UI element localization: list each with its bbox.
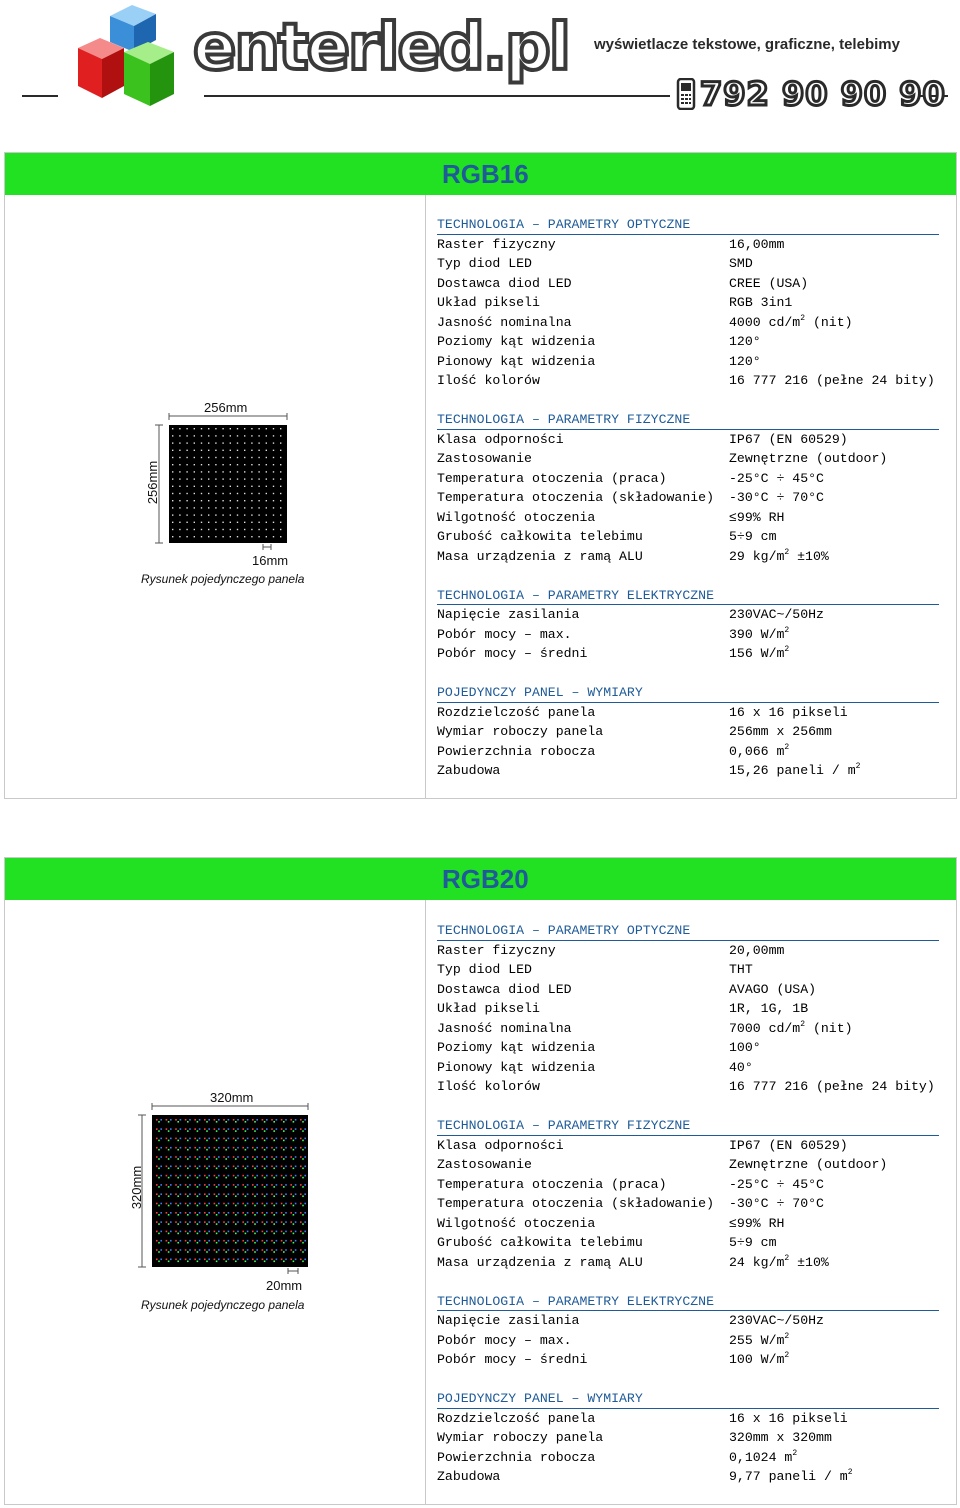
height-dimension-label: 320mm (129, 1165, 145, 1210)
spec-label: Pionowy kąt widzenia (437, 1059, 596, 1075)
spec-value-superscript: 2 (784, 1351, 790, 1360)
spec-value-text: 156 W/m (729, 646, 785, 661)
spec-group-title: TECHNOLOGIA – PARAMETRY OPTYCZNE (437, 921, 939, 941)
spec-value-suffix: (nit) (805, 314, 853, 330)
drawing-caption: Rysunek pojedynczego panela (141, 572, 305, 586)
spec-row (437, 761, 939, 781)
spec-row (437, 1136, 939, 1156)
spec-value (729, 1214, 784, 1234)
spec-value-superscript: 2 (792, 1448, 798, 1458)
mobile-phone-icon (676, 78, 696, 110)
spec-value-text: Zewnętrzne (outdoor) (729, 1157, 888, 1172)
spec-table (437, 921, 939, 1487)
spec-value (729, 1038, 761, 1058)
spec-label: Poziomy kąt widzenia (437, 334, 596, 349)
phone-number: 792 90 90 90 (700, 75, 946, 113)
spec-value-text: -30°C ÷ 70°C (729, 1196, 824, 1211)
spec-row (437, 703, 939, 723)
spec-group-electrical (437, 586, 939, 664)
spec-label: Jasność nominalna (437, 314, 572, 330)
spec-label: Napięcie zasilania (437, 1313, 580, 1328)
spec-value (729, 999, 808, 1019)
spec-label: Grubość całkowita telebimu (437, 1235, 643, 1250)
spec-label: Temperatura otoczenia (składowanie) (437, 490, 714, 505)
spec-row (437, 644, 939, 664)
spec-label: Zabudowa (437, 1469, 501, 1484)
spec-row (437, 1019, 939, 1039)
spec-label: Pobór mocy – max. (437, 626, 572, 642)
spec-group-electrical (437, 1292, 939, 1370)
tagline: wyświetlacze tekstowe, graficzne, telebimy (594, 36, 900, 53)
spec-value-text: 24 kg/m (729, 1254, 785, 1270)
spec-value-text: 320mm x 320mm (729, 1430, 832, 1445)
spec-value (729, 293, 792, 313)
spec-value-text: 7000 cd/m (729, 1020, 801, 1036)
spec-label: Pobór mocy – max. (437, 1332, 572, 1348)
spec-label: Wymiar roboczy panela (437, 724, 604, 739)
width-dimension-label: 320mm (210, 1090, 254, 1105)
spec-value (729, 488, 824, 508)
spec-value-text: 16 777 216 (pełne 24 bity) (729, 373, 935, 388)
spec-value (729, 1467, 853, 1487)
spec-value-superscript: 2 (784, 1253, 790, 1263)
drawing-caption: Rysunek pojedynczego panela (141, 1298, 305, 1312)
spec-row (437, 1409, 939, 1429)
spec-label: Dostawca diod LED (437, 275, 572, 291)
spec-value-text: 5÷9 cm (729, 1235, 777, 1250)
product-band (5, 858, 956, 900)
spec-value (729, 1428, 832, 1448)
spec-value (729, 235, 784, 255)
spec-label: Zabudowa (437, 763, 501, 778)
spec-row (437, 274, 939, 294)
spec-value-text: 256mm x 256mm (729, 724, 832, 739)
spec-value-suffix: ±10% (789, 1254, 829, 1270)
spec-value-superscript: 2 (784, 645, 790, 654)
spec-value-superscript: 2 (800, 1019, 806, 1029)
spec-row (437, 722, 939, 742)
spec-group-title: POJEDYNCZY PANEL – WYMIARY (437, 1389, 939, 1409)
panel-drawing-rgb20 (138, 1103, 314, 1283)
spec-table (437, 215, 939, 781)
spec-value (729, 508, 784, 528)
spec-value (729, 1350, 789, 1370)
spec-value-text: ≤99% RH (729, 1215, 785, 1231)
spec-value (729, 722, 832, 742)
spec-label: Temperatura otoczenia (praca) (437, 470, 667, 486)
spec-value-superscript: 2 (784, 547, 790, 557)
spec-row (437, 1175, 939, 1195)
spec-label: Klasa odporności (437, 1137, 564, 1153)
brand-logo-text: enterled.pl (193, 11, 569, 85)
spec-label: Typ diod LED (437, 256, 532, 271)
column-divider (425, 900, 426, 1504)
spec-value-text: 230VAC~/50Hz (729, 607, 824, 622)
spec-label: Układ pikseli (437, 1001, 540, 1016)
spec-group-physical (437, 1116, 939, 1272)
spec-value-text: Zewnętrzne (outdoor) (729, 451, 888, 466)
spec-value (729, 1194, 824, 1214)
spec-value-text: 230VAC~/50Hz (729, 1313, 824, 1328)
spec-value (729, 274, 808, 294)
spec-value (729, 527, 776, 547)
spec-value-text: 16 777 216 (pełne 24 bity) (729, 1079, 935, 1094)
spec-label: Masa urządzenia z ramą ALU (437, 1254, 643, 1270)
spec-row (437, 1038, 939, 1058)
spec-row (437, 1448, 939, 1468)
page-header (0, 0, 960, 130)
spec-value (729, 1409, 848, 1429)
spec-label: Jasność nominalna (437, 1020, 572, 1036)
spec-value-text: AVAGO (USA) (729, 981, 817, 997)
spec-row (437, 1428, 939, 1448)
spec-row (437, 449, 939, 469)
spec-value (729, 960, 753, 980)
spec-label: Rozdzielczość panela (437, 704, 596, 720)
spec-value-text: 4000 cd/m (729, 314, 801, 330)
spec-row (437, 508, 939, 528)
spec-value-suffix: ±10% (789, 548, 829, 564)
spec-label: Powierzchnia robocza (437, 1449, 596, 1465)
spec-row (437, 1331, 939, 1351)
spec-value (729, 1077, 935, 1097)
spec-value (729, 703, 848, 723)
spec-value-text: 15,26 paneli / m (729, 763, 856, 778)
spec-value-suffix: (nit) (805, 1020, 853, 1036)
column-divider (425, 195, 426, 798)
spec-value (729, 1448, 797, 1468)
spec-value-superscript: 2 (784, 742, 790, 752)
spec-value-text: 16 x 16 pikseli (729, 1410, 848, 1426)
spec-row (437, 999, 939, 1019)
spec-label: Rozdzielczość panela (437, 1410, 596, 1426)
cubes-logo-icon (70, 2, 200, 112)
spec-value (729, 1136, 848, 1156)
spec-value-text: -25°C ÷ 45°C (729, 1176, 824, 1192)
spec-value-text: SMD (729, 256, 753, 271)
spec-label: Pobór mocy – średni (437, 1352, 588, 1367)
spec-label: Powierzchnia robocza (437, 743, 596, 759)
spec-row (437, 1058, 939, 1078)
spec-label: Grubość całkowita telebimu (437, 529, 643, 544)
spec-value (729, 742, 789, 762)
product-section-rgb16 (4, 152, 957, 799)
spec-value (729, 332, 761, 352)
spec-value (729, 1311, 824, 1331)
spec-value-text: RGB 3in1 (729, 295, 793, 310)
spec-group-dimensions (437, 1389, 939, 1487)
spec-value-text: 20,00mm (729, 942, 785, 958)
spec-group-title: POJEDYNCZY PANEL – WYMIARY (437, 683, 939, 703)
spec-value-text: 120° (729, 353, 761, 369)
spec-value (729, 1058, 753, 1078)
spec-value-text: 9,77 paneli / m (729, 1469, 848, 1484)
spec-row (437, 1253, 939, 1273)
spec-value (729, 625, 789, 645)
spec-value (729, 1331, 789, 1351)
spec-value (729, 449, 887, 469)
spec-value-text: THT (729, 962, 753, 977)
spec-value (729, 1233, 776, 1253)
pitch-dimension-label: 16mm (252, 553, 289, 568)
spec-group-title: TECHNOLOGIA – PARAMETRY ELEKTRYCZNE (437, 1292, 939, 1312)
spec-group-optical (437, 215, 939, 391)
spec-row (437, 1155, 939, 1175)
spec-value-text: IP67 (EN 60529) (729, 431, 848, 447)
spec-group-title: TECHNOLOGIA – PARAMETRY ELEKTRYCZNE (437, 586, 939, 606)
spec-label: Ilość kolorów (437, 373, 540, 388)
spec-label: Napięcie zasilania (437, 607, 580, 622)
spec-value-superscript: 2 (784, 625, 790, 635)
spec-label: Poziomy kąt widzenia (437, 1040, 596, 1055)
spec-value-text: 120° (729, 334, 761, 349)
spec-group-optical (437, 921, 939, 1097)
width-dimension-label: 256mm (204, 400, 248, 415)
spec-label: Pobór mocy – średni (437, 646, 588, 661)
spec-label: Zastosowanie (437, 1157, 532, 1172)
spec-label: Wymiar roboczy panela (437, 1430, 604, 1445)
spec-row (437, 254, 939, 274)
spec-value-text: 16 x 16 pikseli (729, 704, 848, 720)
spec-value (729, 980, 816, 1000)
spec-value-text: -25°C ÷ 45°C (729, 470, 824, 486)
spec-row (437, 371, 939, 391)
spec-row (437, 742, 939, 762)
spec-row (437, 625, 939, 645)
spec-value-text: 100° (729, 1040, 761, 1055)
product-band (5, 153, 956, 195)
spec-value (729, 313, 853, 333)
spec-row (437, 1467, 939, 1487)
spec-value (729, 254, 753, 274)
spec-row (437, 547, 939, 567)
spec-row (437, 1194, 939, 1214)
spec-row (437, 941, 939, 961)
spec-value-text: IP67 (EN 60529) (729, 1137, 848, 1153)
spec-row (437, 488, 939, 508)
spec-value (729, 1155, 887, 1175)
header-rule-left (22, 95, 58, 97)
spec-row (437, 1233, 939, 1253)
spec-value-text: 29 kg/m (729, 548, 785, 564)
pitch-dimension-label: 20mm (266, 1278, 303, 1293)
spec-value-text: 0,066 m (729, 743, 785, 759)
spec-value (729, 469, 824, 489)
spec-label: Raster fizyczny (437, 236, 556, 252)
spec-label: Ilość kolorów (437, 1079, 540, 1094)
spec-value (729, 761, 860, 781)
spec-value-text: -30°C ÷ 70°C (729, 490, 824, 505)
spec-row (437, 1214, 939, 1234)
spec-value-text: 40° (729, 1059, 753, 1075)
spec-group-title: TECHNOLOGIA – PARAMETRY OPTYCZNE (437, 215, 939, 235)
spec-label: Wilgotność otoczenia (437, 509, 596, 525)
spec-value-superscript: 2 (847, 1468, 853, 1477)
spec-row (437, 352, 939, 372)
spec-row (437, 1350, 939, 1370)
spec-row (437, 313, 939, 333)
spec-row (437, 960, 939, 980)
spec-value (729, 605, 824, 625)
product-section-rgb20 (4, 857, 957, 1505)
product-title: RGB20 (442, 864, 529, 894)
spec-value-text: 16,00mm (729, 236, 785, 252)
spec-value (729, 371, 935, 391)
spec-row (437, 235, 939, 255)
spec-group-title: TECHNOLOGIA – PARAMETRY FIZYCZNE (437, 410, 939, 430)
spec-group-title: TECHNOLOGIA – PARAMETRY FIZYCZNE (437, 1116, 939, 1136)
spec-row (437, 293, 939, 313)
product-title: RGB16 (442, 159, 529, 189)
spec-row (437, 430, 939, 450)
spec-value-text: 100 W/m (729, 1352, 785, 1367)
spec-label: Zastosowanie (437, 451, 532, 466)
spec-label: Układ pikseli (437, 295, 540, 310)
spec-label: Typ diod LED (437, 962, 532, 977)
spec-value-superscript: 2 (800, 313, 806, 323)
header-rule-middle (204, 95, 670, 97)
spec-value-text: 0,1024 m (729, 1449, 793, 1465)
spec-row (437, 1311, 939, 1331)
product-body (5, 195, 956, 798)
spec-row (437, 332, 939, 352)
spec-value (729, 352, 761, 372)
spec-label: Dostawca diod LED (437, 981, 572, 997)
spec-value (729, 430, 848, 450)
spec-value-text: 255 W/m (729, 1332, 785, 1348)
spec-row (437, 1077, 939, 1097)
spec-value (729, 1019, 853, 1039)
spec-group-dimensions (437, 683, 939, 781)
spec-value-superscript: 2 (855, 762, 861, 771)
spec-value-text: 390 W/m (729, 626, 785, 642)
spec-value (729, 1253, 829, 1273)
spec-row (437, 605, 939, 625)
spec-value (729, 547, 829, 567)
spec-value-text: 1R, 1G, 1B (729, 1001, 809, 1016)
spec-label: Raster fizyczny (437, 942, 556, 958)
spec-row (437, 980, 939, 1000)
spec-value (729, 1175, 824, 1195)
spec-label: Masa urządzenia z ramą ALU (437, 548, 643, 564)
spec-label: Klasa odporności (437, 431, 564, 447)
panel-drawing-rgb16 (155, 413, 295, 561)
height-dimension-label: 256mm (145, 460, 161, 505)
spec-value (729, 644, 789, 664)
spec-value (729, 941, 784, 961)
spec-row (437, 527, 939, 547)
spec-label: Wilgotność otoczenia (437, 1215, 596, 1231)
spec-group-physical (437, 410, 939, 566)
spec-row (437, 469, 939, 489)
product-body (5, 900, 956, 1504)
spec-value-text: CREE (USA) (729, 275, 809, 291)
spec-label: Pionowy kąt widzenia (437, 353, 596, 369)
spec-label: Temperatura otoczenia (składowanie) (437, 1196, 714, 1211)
spec-label: Temperatura otoczenia (praca) (437, 1176, 667, 1192)
spec-value-text: 5÷9 cm (729, 529, 777, 544)
spec-value-superscript: 2 (784, 1331, 790, 1341)
spec-value-text: ≤99% RH (729, 509, 785, 525)
